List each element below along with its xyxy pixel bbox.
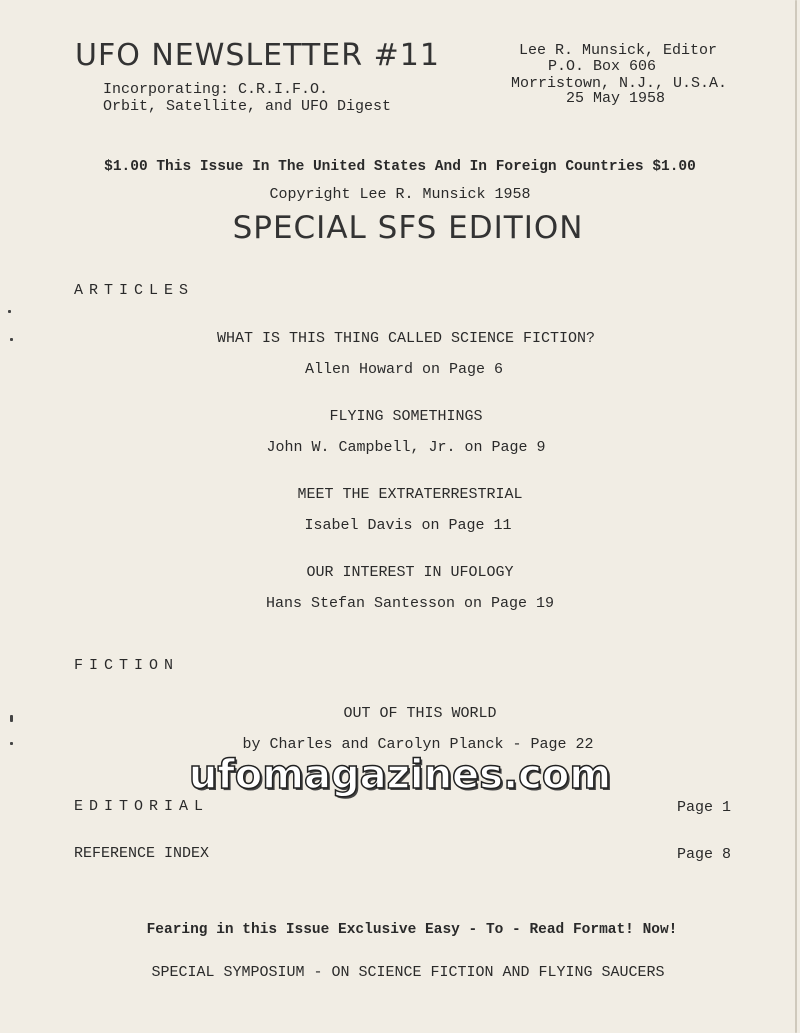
article-title: MEET THE EXTRATERRESTRIAL bbox=[297, 486, 523, 503]
article-title: FLYING SOMETHINGS bbox=[329, 408, 483, 425]
article-byline: Hans Stefan Santesson on Page 19 bbox=[265, 595, 555, 612]
article-title: WHAT IS THIS THING CALLED SCIENCE FICTION? bbox=[216, 330, 596, 347]
article-byline: John W. Campbell, Jr. on Page 9 bbox=[266, 439, 546, 456]
digests-line: Orbit, Satellite, and UFO Digest bbox=[103, 98, 392, 115]
editorial-page: Page 1 bbox=[677, 799, 732, 816]
editorial-label: EDITORIAL bbox=[74, 798, 210, 815]
edition-title: SPECIAL SFS EDITION bbox=[232, 210, 584, 246]
po-box: P.O. Box 606 bbox=[548, 58, 657, 75]
copyright-line: Copyright Lee R. Munsick 1958 bbox=[269, 186, 531, 203]
price-line: $1.00 This Issue In The United States And In Foreign Countries $1.00 bbox=[104, 159, 696, 175]
margin-mark bbox=[10, 338, 13, 341]
article-title: OUR INTEREST IN UFOLOGY bbox=[306, 564, 514, 581]
incorporating-line: Incorporating: C.R.I.F.O. bbox=[103, 81, 329, 98]
issue-date: 25 May 1958 bbox=[566, 90, 666, 107]
margin-mark bbox=[10, 715, 13, 722]
site-watermark: ufomagazines.com bbox=[188, 752, 612, 798]
fiction-heading: FICTION bbox=[74, 657, 180, 674]
margin-mark bbox=[8, 310, 11, 313]
newsletter-title: UFO NEWSLETTER #11 bbox=[75, 38, 440, 73]
fiction-byline: by Charles and Carolyn Planck - Page 22 bbox=[242, 736, 594, 753]
margin-mark bbox=[10, 742, 13, 745]
footer-line-2: SPECIAL SYMPOSIUM - ON SCIENCE FICTION AND FLYING SAUCERS bbox=[151, 964, 665, 981]
article-byline: Allen Howard on Page 6 bbox=[304, 361, 504, 378]
reference-page: Page 8 bbox=[677, 846, 732, 863]
city-line: Morristown, N.J., U.S.A. bbox=[511, 75, 728, 92]
editor-name: Lee R. Munsick, Editor bbox=[519, 42, 718, 59]
articles-heading: ARTICLES bbox=[74, 282, 195, 299]
page-edge-mark bbox=[795, 0, 797, 1033]
reference-label: REFERENCE INDEX bbox=[74, 845, 210, 862]
article-byline: Isabel Davis on Page 11 bbox=[304, 517, 512, 534]
fiction-title: OUT OF THIS WORLD bbox=[343, 705, 497, 722]
footer-line-1: Fearing in this Issue Exclusive Easy - To - Read Format! Now! bbox=[146, 922, 678, 938]
